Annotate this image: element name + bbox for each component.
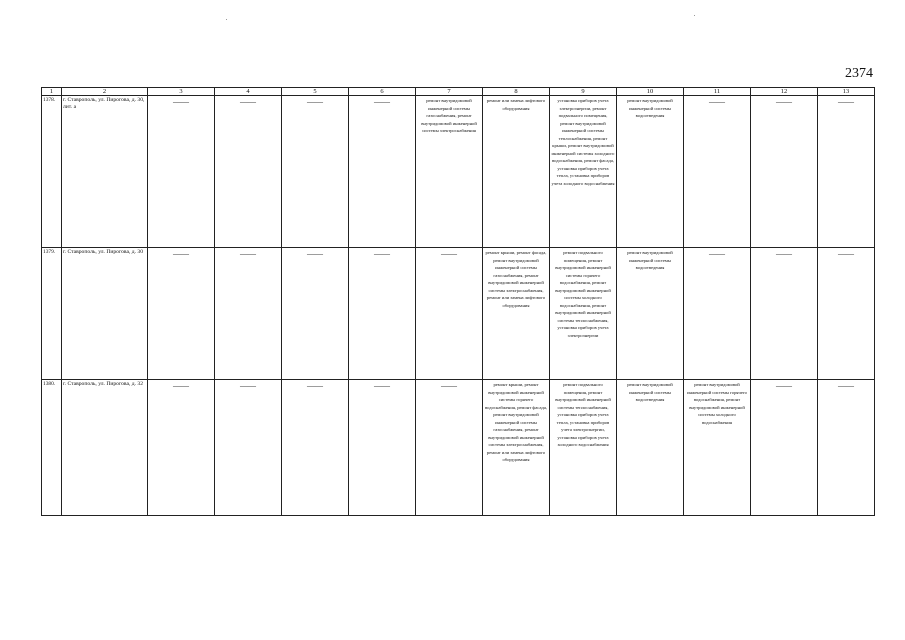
column-number: 11	[684, 88, 751, 96]
dash-mark: ——	[307, 249, 323, 258]
dash-mark: ——	[173, 249, 189, 258]
works-cell: ремонт подвального помещения, ремонт внутридомовой инженерной системы горячего водоснабжения, ремонт внутридомовой инженерной системы холодного водоснабжения, ремонт внутридомовой инженерной системы теплоснабжения, установка приборов учета электроэнергии	[550, 248, 617, 380]
address-cell: г. Ставрополь, ул. Пирогова, д. 30, лит. а	[62, 96, 148, 248]
dash-mark: ——	[374, 249, 390, 258]
address-cell: г. Ставрополь, ул. Пирогова, д. 32	[62, 380, 148, 516]
column-number: 9	[550, 88, 617, 96]
empty-cell	[349, 96, 416, 248]
empty-cell	[416, 248, 483, 380]
empty-cell	[282, 380, 349, 516]
empty-cell	[818, 248, 875, 380]
column-number: 2	[62, 88, 148, 96]
column-number: 1	[42, 88, 62, 96]
works-cell: ремонт крыши, ремонт фасада, ремонт внутридомовой инженерной системы газоснабжения, ремонт внутридомовой инженерной системы электроснабжения, ремонт или замена лифтового оборудования	[483, 248, 550, 380]
table-row	[42, 248, 875, 380]
dash-mark: ——	[240, 249, 256, 258]
address-cell: г. Ставрополь, ул. Пирогова, д. 30	[62, 248, 148, 380]
column-number: 7	[416, 88, 483, 96]
empty-cell	[684, 248, 751, 380]
dash-mark: ——	[240, 381, 256, 390]
dash-mark: ——	[838, 97, 854, 106]
empty-cell	[215, 96, 282, 248]
empty-cell	[215, 380, 282, 516]
column-number: 5	[282, 88, 349, 96]
works-table	[41, 87, 875, 516]
column-number: 13	[818, 88, 875, 96]
works-cell: установка приборов учета электроэнергии, ремонт подвального помещения, ремонт внутридомовой инженерной системы теплоснабжения, ремонт крыши, ремонт внутридомовой инженерной системы холодного водоснабжения, ремонт фасада, установка приборов учета тепла, установка приборов учета холодного водоснабжения	[550, 96, 617, 248]
dash-mark: ——	[374, 97, 390, 106]
dash-mark: ——	[776, 97, 792, 106]
empty-cell	[148, 248, 215, 380]
empty-cell	[215, 248, 282, 380]
works-cell: ремонт внутридомовой инженерной системы водоотведения	[617, 96, 684, 248]
dash-mark: ——	[441, 249, 457, 258]
dash-mark: ——	[240, 97, 256, 106]
dash-mark: ——	[838, 249, 854, 258]
dash-mark: ——	[838, 381, 854, 390]
empty-cell	[282, 248, 349, 380]
works-cell: ремонт крыши, ремонт внутридомовой инженерной системы горячего водоснабжения, ремонт фасада, ремонт внутридомовой инженерной системы газоснабжения, ремонт внутридомовой инженерной системы электроснабжения, ремонт или замена лифтового оборудования	[483, 380, 550, 516]
works-cell: ремонт внутридомовой инженерной системы газоснабжения, ремонт внутридомовой инженерной системы электроснабжения	[416, 96, 483, 248]
empty-cell	[282, 96, 349, 248]
empty-cell	[751, 248, 818, 380]
column-number: 6	[349, 88, 416, 96]
column-number: 8	[483, 88, 550, 96]
empty-cell	[751, 380, 818, 516]
column-number-row	[42, 88, 875, 96]
scan-speck	[694, 15, 695, 16]
dash-mark: ——	[374, 381, 390, 390]
column-number: 4	[215, 88, 282, 96]
dash-mark: ——	[307, 97, 323, 106]
column-number: 12	[751, 88, 818, 96]
page-number: 2374	[845, 66, 873, 81]
column-number: 3	[148, 88, 215, 96]
dash-mark: ——	[441, 381, 457, 390]
dash-mark: ——	[173, 97, 189, 106]
empty-cell	[818, 96, 875, 248]
empty-cell	[349, 380, 416, 516]
dash-mark: ——	[307, 381, 323, 390]
empty-cell	[416, 380, 483, 516]
works-cell: ремонт подвального помещения, ремонт внутридомовой инженерной системы теплоснабжения, установка приборов учета тепла, установка приборов учета электроэнергии, установка приборов учета холодного водоснабжения	[550, 380, 617, 516]
column-number: 10	[617, 88, 684, 96]
empty-cell	[818, 380, 875, 516]
table-row	[42, 380, 875, 516]
empty-cell	[148, 96, 215, 248]
empty-cell	[751, 96, 818, 248]
row-number: 1380.	[42, 380, 62, 516]
dash-mark: ——	[709, 249, 725, 258]
works-cell: ремонт или замена лифтового оборудования	[483, 96, 550, 248]
works-cell: ремонт внутридомовой инженерной системы водоотведения	[617, 380, 684, 516]
row-number: 1379.	[42, 248, 62, 380]
scan-speck	[226, 19, 227, 20]
row-number: 1378.	[42, 96, 62, 248]
dash-mark: ——	[173, 381, 189, 390]
empty-cell	[349, 248, 416, 380]
dash-mark: ——	[709, 97, 725, 106]
table-row	[42, 96, 875, 248]
works-cell: ремонт внутридомовой инженерной системы водоотведения	[617, 248, 684, 380]
dash-mark: ——	[776, 249, 792, 258]
empty-cell	[148, 380, 215, 516]
dash-mark: ——	[776, 381, 792, 390]
works-cell: ремонт внутридомовой инженерной системы горячего водоснабжения, ремонт внутридомовой инженерной системы холодного водоснабжения	[684, 380, 751, 516]
empty-cell	[684, 96, 751, 248]
